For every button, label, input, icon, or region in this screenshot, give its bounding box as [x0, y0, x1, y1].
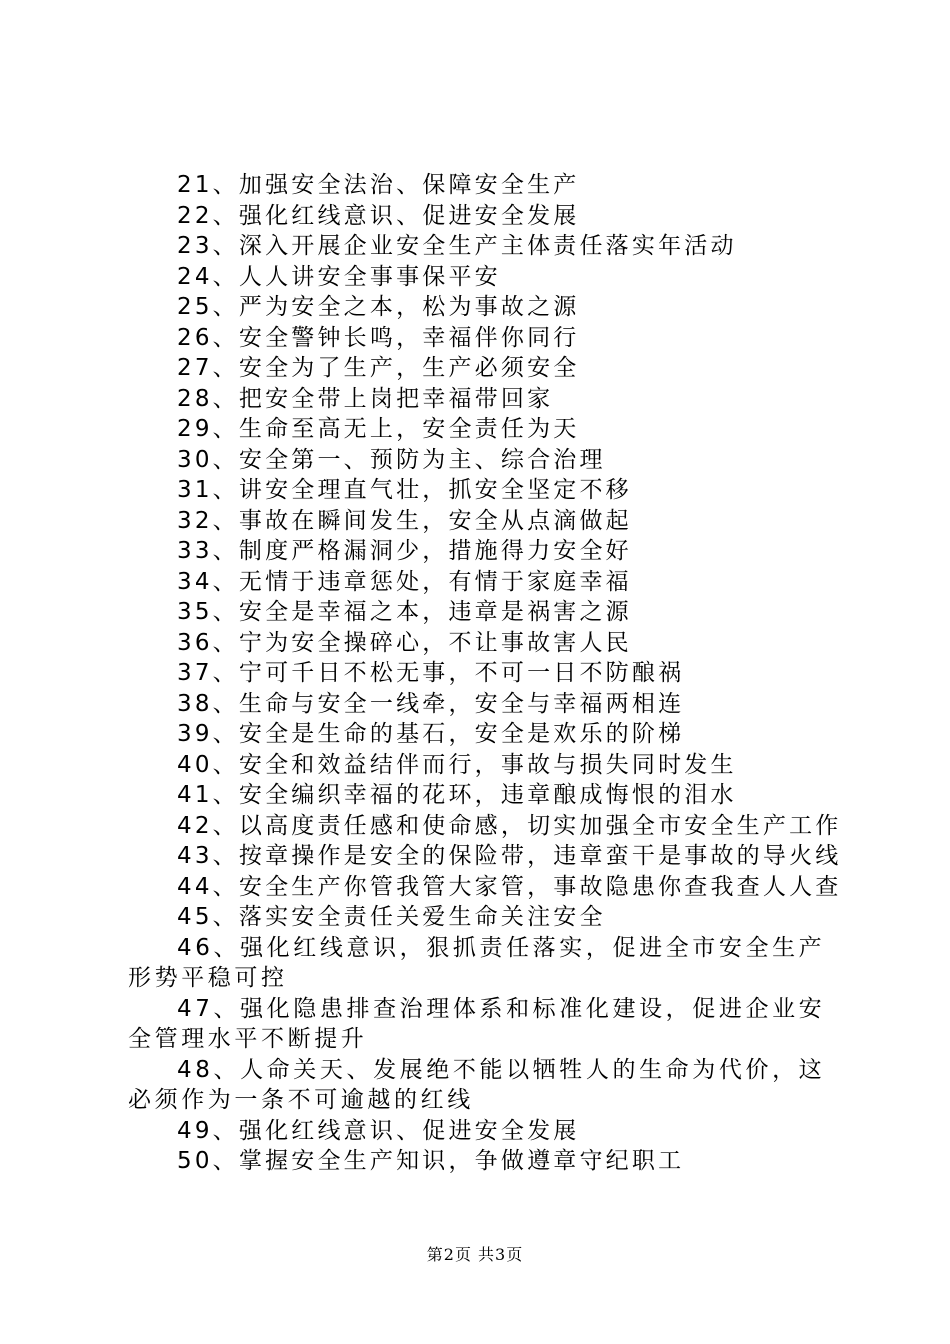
slogan-item: 35、安全是幸福之本，违章是祸害之源 — [177, 599, 632, 625]
slogan-item: 40、安全和效益结伴而行，事故与损失同时发生 — [177, 751, 737, 778]
slogan-item: 25、严为安全之本，松为事故之源 — [177, 294, 580, 320]
slogan-item: 34、无情于违章惩处，有情于家庭幸福 — [177, 568, 632, 595]
slogan-item: 21、加强安全法治、保障安全生产 — [177, 172, 580, 198]
slogan-item: 47、强化隐患排查治理体系和标准化建设，促进企业安全管理水平不断提升 — [128, 995, 826, 1052]
slogan-item: 37、宁可千日不松无事，不可一日不防酿祸 — [177, 660, 685, 686]
slogan-item: 27、安全为了生产，生产必须安全 — [177, 355, 580, 381]
slogan-item: 42、以高度责任感和使命感，切实加强全市安全生产工作 — [177, 812, 842, 839]
slogan-item: 44、安全生产你管我管大家管，事故隐患你查我查人人查 — [177, 873, 842, 900]
slogan-item: 36、宁为安全操碎心，不让事故害人民 — [177, 629, 632, 656]
slogan-item: 43、按章操作是安全的保险带，违章蛮干是事故的导火线 — [177, 843, 842, 869]
slogan-item: 46、强化红线意识，狠抓责任落实，促进全市安全生产形势平稳可控 — [128, 934, 826, 991]
slogan-item: 50、掌握安全生产知识，争做遵章守纪职工 — [177, 1148, 685, 1174]
slogan-item: 24、人人讲安全事事保平安 — [177, 263, 501, 290]
page-footer: 第2页 共3页 — [426, 1245, 524, 1264]
slogan-item: 45、落实安全责任关爱生命关注安全 — [177, 904, 606, 930]
slogan-item: 28、把安全带上岗把幸福带回家 — [177, 385, 554, 412]
slogan-list — [0, 170, 950, 1177]
slogan-item: 30、安全第一、预防为主、综合治理 — [177, 446, 606, 473]
slogan-item: 32、事故在瞬间发生，安全从点滴做起 — [177, 507, 632, 534]
slogan-item: 31、讲安全理直气壮，抓安全坚定不移 — [177, 477, 632, 503]
slogan-item: 41、安全编织幸福的花环，违章酿成悔恨的泪水 — [177, 782, 737, 808]
slogan-item: 48、人命关天、发展绝不能以牺牲人的生命为代价，这必须作为一条不可逾越的红线 — [128, 1056, 826, 1113]
slogan-item: 23、深入开展企业安全生产主体责任落实年活动 — [177, 233, 737, 259]
slogan-item: 39、安全是生命的基石，安全是欢乐的阶梯 — [177, 721, 685, 747]
slogan-item: 22、强化红线意识、促进安全发展 — [177, 202, 580, 229]
slogan-item: 29、生命至高无上，安全责任为天 — [177, 416, 580, 442]
slogan-item: 38、生命与安全一线牵，安全与幸福两相连 — [177, 690, 685, 717]
slogan-item: 33、制度严格漏洞少，措施得力安全好 — [177, 538, 632, 564]
slogan-item: 49、强化红线意识、促进安全发展 — [177, 1117, 580, 1144]
slogan-item: 26、安全警钟长鸣，幸福伴你同行 — [177, 324, 580, 351]
